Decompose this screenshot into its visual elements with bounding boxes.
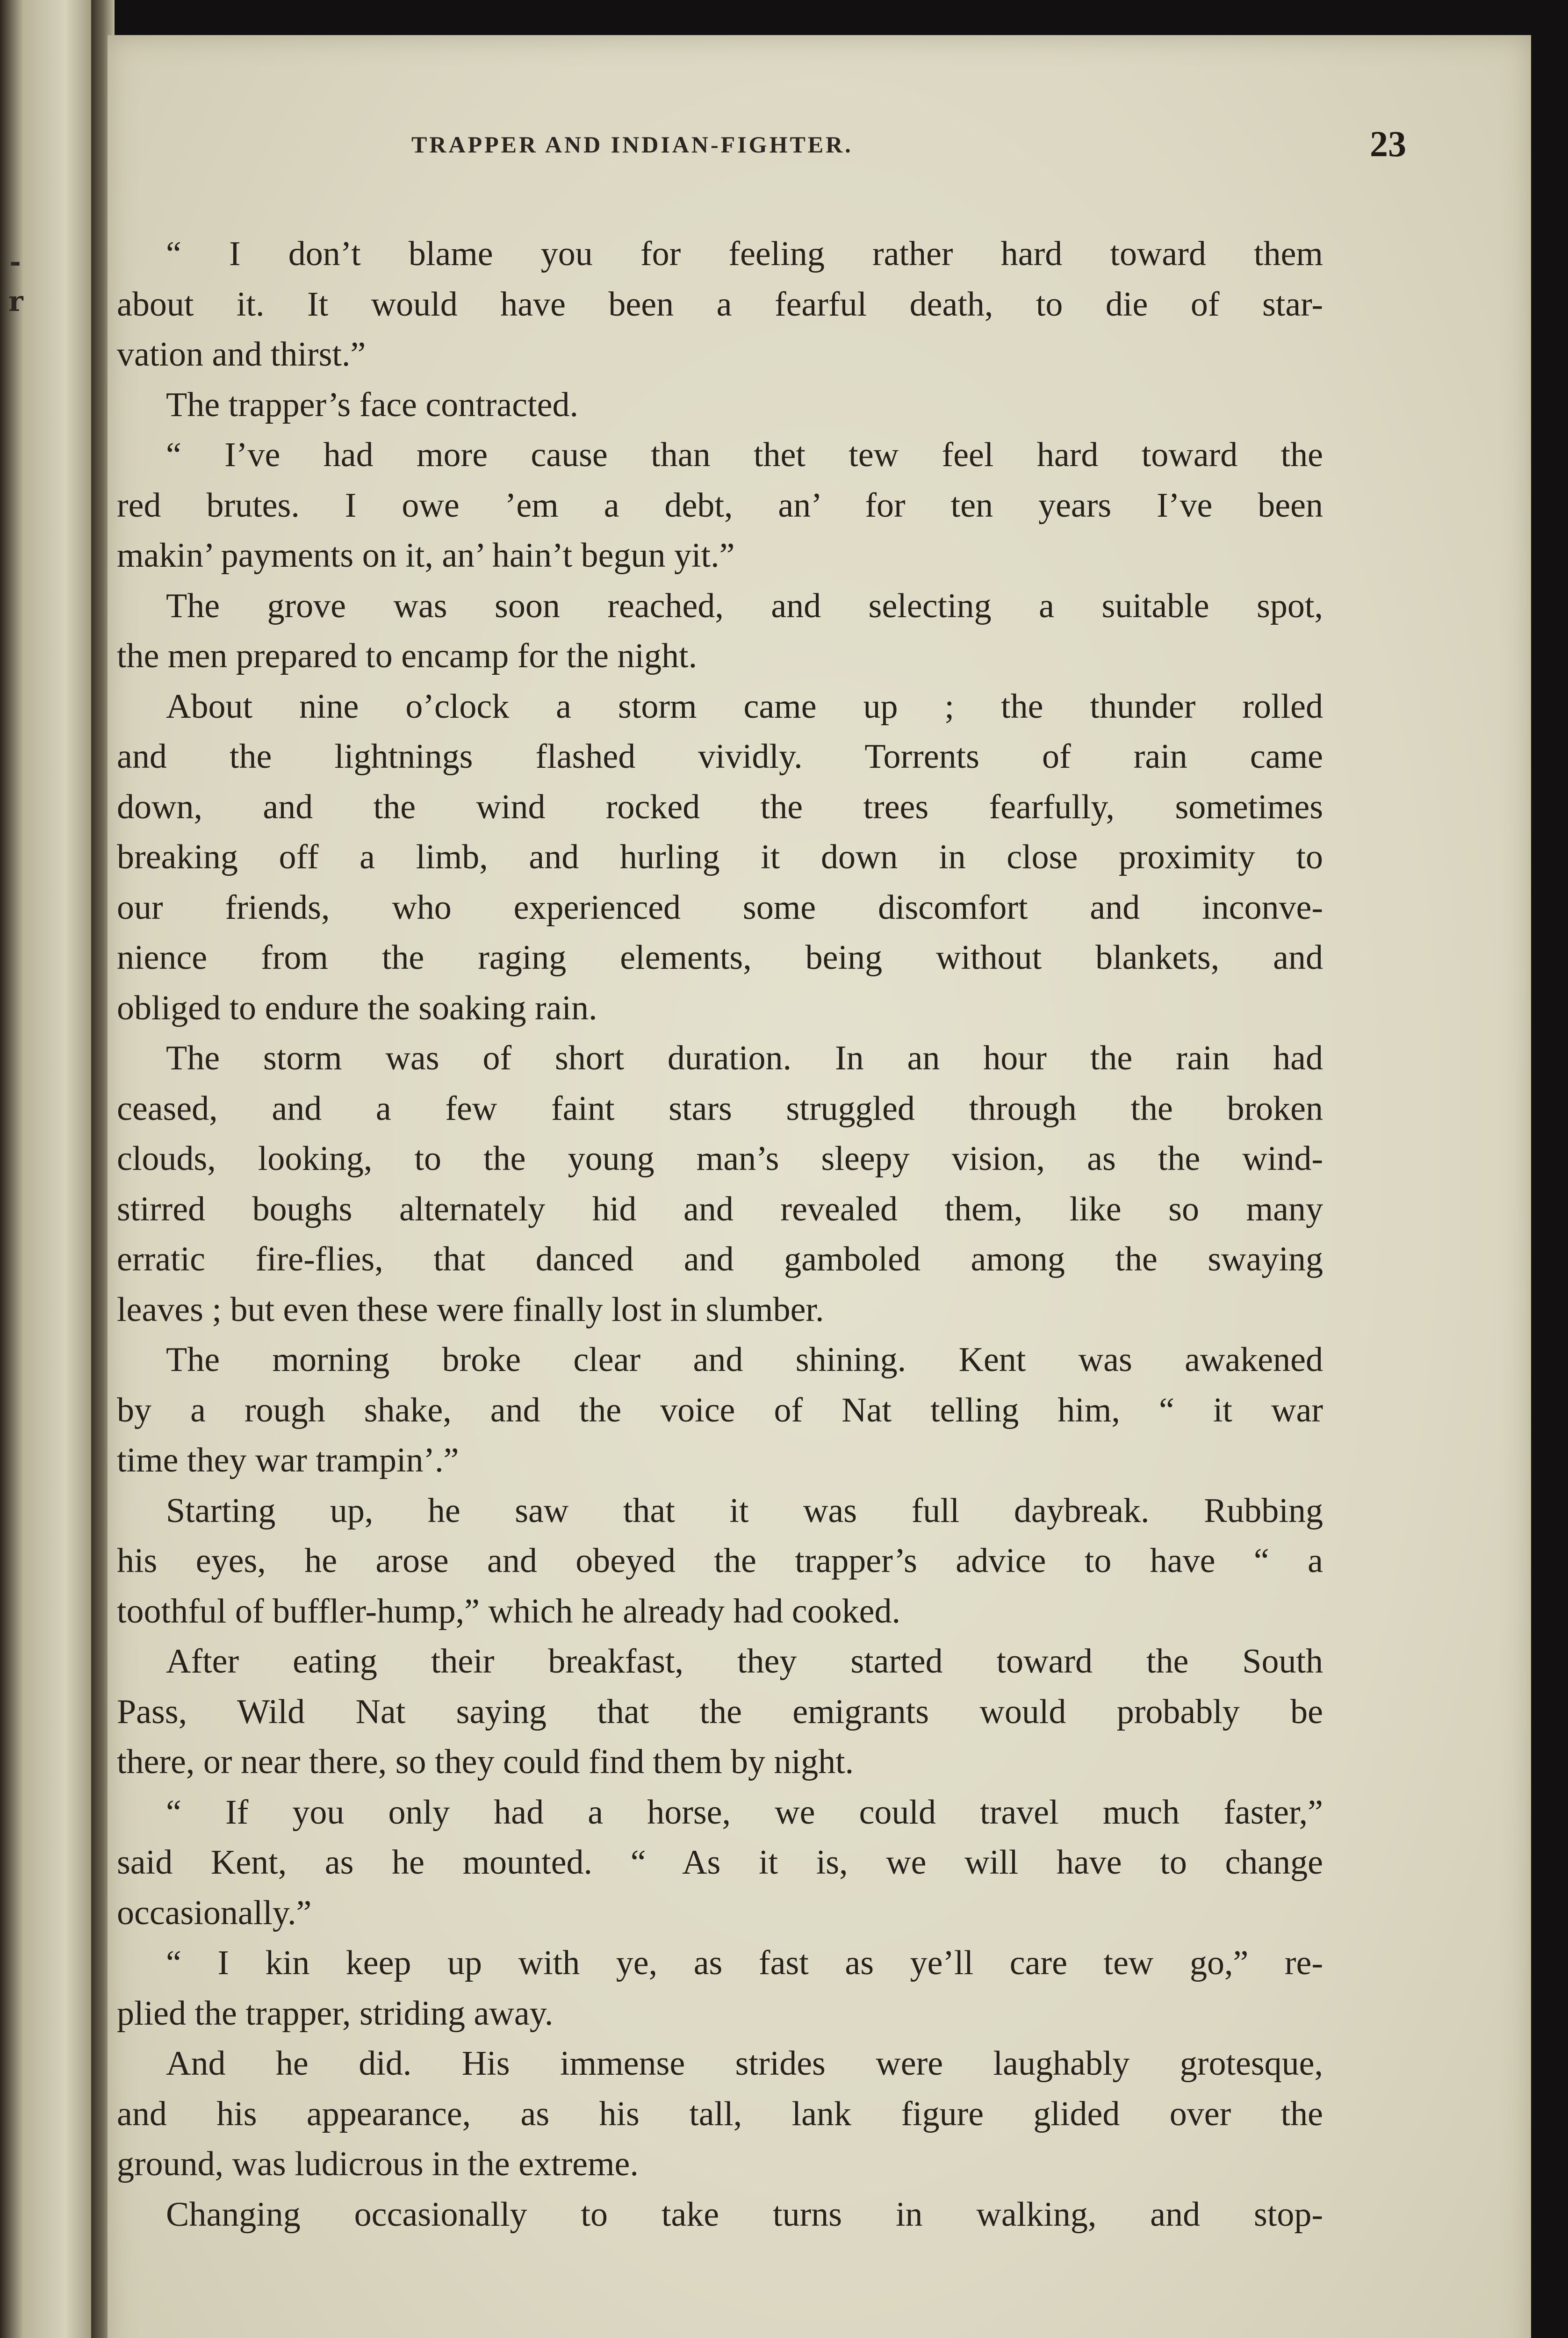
text-line: obliged to endure the soaking rain. — [117, 989, 597, 1027]
text-line: plied the trapper, striding away. — [117, 1994, 554, 2033]
facing-page-fragment: r — [8, 285, 23, 318]
body-text — [117, 229, 1323, 2240]
text-line: “ I don’t blame you for feeling rather hard toward them — [166, 235, 1323, 273]
text-line: ceased, and a few faint stars struggled through the broken — [117, 1089, 1323, 1128]
facing-page-fragment: - — [9, 245, 21, 278]
text-line: about it. It would have been a fearful death, to die of star- — [117, 285, 1323, 324]
text-line: The morning broke clear and shining. Kent was awakened — [166, 1341, 1323, 1379]
text-line: our friends, who experienced some discomfort and inconve- — [117, 888, 1323, 927]
running-head: TRAPPER AND INDIAN-FIGHTER. — [411, 131, 853, 158]
text-line: vation and thirst.” — [117, 335, 366, 374]
text-line: and the lightnings flashed vividly. Torrents of rain came — [117, 737, 1323, 776]
text-line: down, and the wind rocked the trees fearfully, sometimes — [117, 787, 1323, 826]
text-line: The trapper’s face contracted. — [166, 385, 579, 424]
text-line: nience from the raging elements, being without blankets, and — [117, 938, 1323, 977]
text-line: by a rough shake, and the voice of Nat telling him, “ it war — [117, 1391, 1323, 1429]
page-number: 23 — [1370, 123, 1406, 164]
text-line: breaking off a limb, and hurling it down in close proximity to — [117, 838, 1323, 876]
text-line: About nine o’clock a storm came up ; the thunder rolled — [166, 687, 1323, 726]
text-line: makin’ payments on it, an’ hain’t begun yit.” — [117, 536, 735, 575]
text-line: the men prepared to encamp for the night. — [117, 637, 698, 675]
text-line: stirred boughs alternately hid and revealed them, like so many — [117, 1190, 1323, 1228]
text-line: Starting up, he saw that it was full daybreak. Rubbing — [166, 1491, 1323, 1530]
text-line: erratic fire-flies, that danced and gamboled among the swaying — [117, 1240, 1323, 1278]
text-line: The grove was soon reached, and selecting a suitable spot, — [166, 586, 1323, 625]
facing-page-edge — [0, 0, 94, 2338]
text-line: “ If you only had a horse, we could travel much faster,” — [166, 1793, 1323, 1832]
text-line: and his appearance, as his tall, lank figure glided over the — [117, 2094, 1323, 2133]
text-line: “ I’ve had more cause than thet tew feel hard toward the — [166, 436, 1323, 474]
text-line: toothful of buffler-hump,” which he already had cooked. — [117, 1592, 900, 1631]
text-line: ground, was ludicrous in the extreme. — [117, 2145, 639, 2183]
text-line: Changing occasionally to take turns in walking, and stop- — [166, 2195, 1323, 2234]
text-line: After eating their breakfast, they started toward the South — [166, 1642, 1323, 1681]
text-line: Pass, Wild Nat saying that the emigrants would probably be — [117, 1692, 1323, 1731]
text-line: occasionally.” — [117, 1893, 312, 1932]
text-line: his eyes, he arose and obeyed the trapper’s advice to have “ a — [117, 1542, 1323, 1580]
text-line: red brutes. I owe ’em a debt, an’ for ten years I’ve been — [117, 486, 1323, 525]
text-line: The storm was of short duration. In an hour the rain had — [166, 1039, 1323, 1077]
text-line: clouds, looking, to the young man’s sleepy vision, as the wind- — [117, 1140, 1323, 1178]
text-line: leaves ; but even these were finally lost in slumber. — [117, 1290, 824, 1329]
text-line: time they war trampin’.” — [117, 1441, 459, 1479]
text-line: “ I kin keep up with ye, as fast as ye’ll care tew go,” re- — [166, 1944, 1323, 1982]
text-line: And he did. His immense strides were laughably grotesque, — [166, 2044, 1323, 2083]
text-line: said Kent, as he mounted. “ As it is, we will have to change — [117, 1843, 1323, 1882]
book-page — [108, 35, 1531, 2338]
text-line: there, or near there, so they could find them by night. — [117, 1743, 854, 1781]
